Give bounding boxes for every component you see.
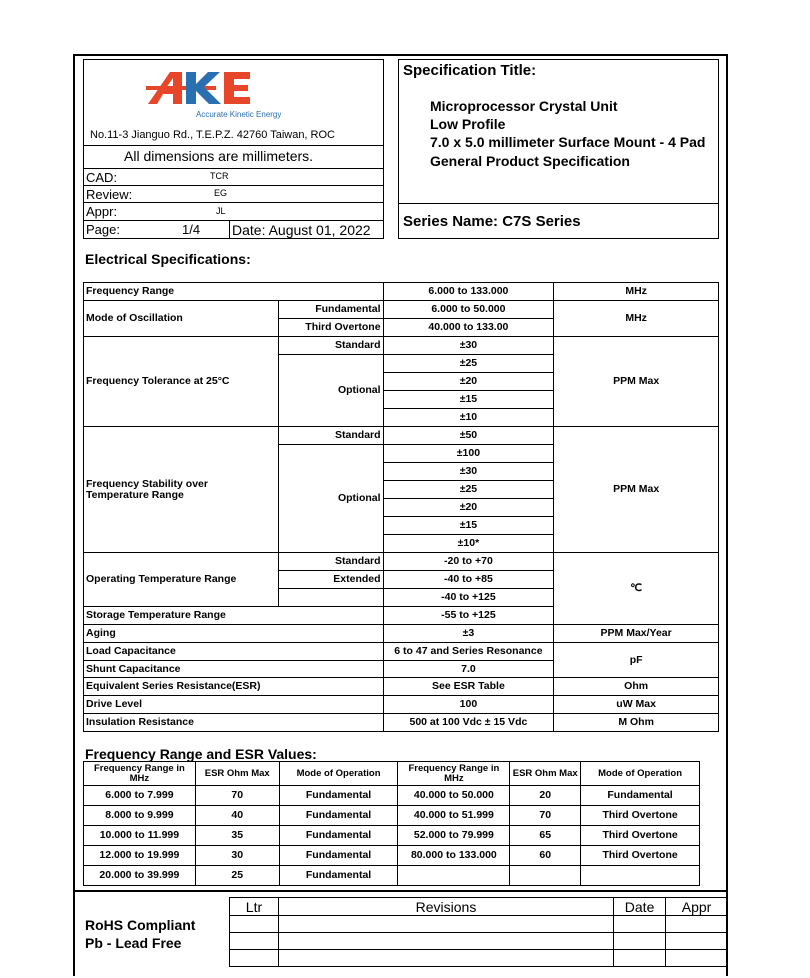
table-row bbox=[84, 866, 700, 886]
table-row bbox=[84, 714, 719, 732]
appr-label: Appr: bbox=[86, 204, 118, 219]
freq-range-unit: MHz bbox=[554, 283, 719, 301]
op-temp-standard-label: Standard bbox=[278, 553, 383, 571]
table-header-row bbox=[230, 898, 728, 916]
stability-standard-label: Standard bbox=[278, 427, 383, 445]
insulation-label: Insulation Resistance bbox=[84, 714, 384, 732]
spec-line-3: 7.0 x 5.0 millimeter Surface Mount - 4 Pad bbox=[430, 134, 706, 150]
mode-third-label: Third Overtone bbox=[278, 319, 383, 337]
storage-label: Storage Temperature Range bbox=[84, 607, 384, 625]
ltr-header: Ltr bbox=[230, 898, 279, 916]
date-text: Date: August 01, 2022 bbox=[232, 222, 371, 238]
esr-cell: 8.000 to 9.999 bbox=[84, 806, 196, 826]
esr-cell: 40.000 to 50.000 bbox=[398, 786, 510, 806]
insulation-unit: M Ohm bbox=[554, 714, 719, 732]
dimensions-note: All dimensions are millimeters. bbox=[124, 148, 314, 164]
esr-unit: Ohm bbox=[554, 678, 719, 696]
stability-optional-value: ±20 bbox=[383, 499, 554, 517]
leadfree-text: Pb - Lead Free bbox=[85, 935, 182, 951]
stability-label-line1: Frequency Stability over bbox=[86, 478, 208, 490]
shunt-cap-value: 7.0 bbox=[383, 661, 554, 678]
freq-range-value: 6.000 to 133.000 bbox=[383, 283, 554, 301]
spec-line-2: Low Profile bbox=[430, 116, 506, 132]
esr-cell bbox=[581, 866, 700, 886]
esr-cell: 6.000 to 7.999 bbox=[84, 786, 196, 806]
esr-cell: 70 bbox=[195, 786, 279, 806]
table-row bbox=[84, 678, 719, 696]
op-temp-extended-value: -40 to +85 bbox=[383, 571, 554, 589]
table-row bbox=[84, 826, 700, 846]
esr-cell: 35 bbox=[195, 826, 279, 846]
esr-header: Mode of Operation bbox=[581, 762, 700, 786]
stability-optional-value: ±30 bbox=[383, 463, 554, 481]
esr-cell: 20 bbox=[510, 786, 581, 806]
footer-divider bbox=[73, 890, 728, 892]
aging-label: Aging bbox=[84, 625, 384, 643]
tolerance-label: Frequency Tolerance at 25°C bbox=[84, 337, 279, 427]
op-temp-empty bbox=[278, 589, 383, 607]
table-row bbox=[84, 786, 700, 806]
table-row bbox=[230, 933, 728, 950]
esr-cell: 30 bbox=[195, 846, 279, 866]
esr-cell bbox=[398, 866, 510, 886]
temp-unit: ℃ bbox=[554, 553, 719, 625]
esr-cell: 52.000 to 79.999 bbox=[398, 826, 510, 846]
stability-optional-value: ±100 bbox=[383, 445, 554, 463]
tolerance-optional-label: Optional bbox=[278, 355, 383, 427]
table-row bbox=[84, 337, 719, 355]
drive-value: 100 bbox=[383, 696, 554, 714]
op-temp-label: Operating Temperature Range bbox=[84, 553, 279, 607]
mode-label: Mode of Oscillation bbox=[84, 301, 279, 337]
esr-value: See ESR Table bbox=[383, 678, 554, 696]
mode-unit: MHz bbox=[554, 301, 719, 337]
table-row bbox=[84, 625, 719, 643]
esr-header: Mode of Operation bbox=[279, 762, 398, 786]
table-row bbox=[84, 301, 719, 319]
table-row bbox=[84, 427, 719, 445]
appr-header: Appr bbox=[666, 898, 728, 916]
esr-cell: Third Overtone bbox=[581, 806, 700, 826]
company-tagline: Accurate Kinetic Energy bbox=[196, 110, 282, 119]
table-row bbox=[84, 696, 719, 714]
table-row bbox=[230, 916, 728, 933]
header-info-box bbox=[83, 59, 384, 239]
op-temp-extra-value: -40 to +125 bbox=[383, 589, 554, 607]
stability-unit: PPM Max bbox=[554, 427, 719, 553]
cad-value: TCR bbox=[210, 171, 229, 181]
stability-optional-label: Optional bbox=[278, 445, 383, 553]
esr-cell: Fundamental bbox=[279, 826, 398, 846]
tolerance-optional-value: ±20 bbox=[383, 373, 554, 391]
revisions-header: Revisions bbox=[278, 898, 613, 916]
op-temp-standard-value: -20 to +70 bbox=[383, 553, 554, 571]
esr-cell: 60 bbox=[510, 846, 581, 866]
esr-cell: Fundamental bbox=[581, 786, 700, 806]
esr-header: ESR Ohm Max bbox=[195, 762, 279, 786]
insulation-value: 500 at 100 Vdc ± 15 Vdc bbox=[383, 714, 554, 732]
esr-cell: 80.000 to 133.000 bbox=[398, 846, 510, 866]
electrical-heading: Electrical Specifications: bbox=[85, 251, 251, 267]
drive-label: Drive Level bbox=[84, 696, 384, 714]
spec-line-1: Microprocessor Crystal Unit bbox=[430, 98, 618, 114]
esr-cell: Fundamental bbox=[279, 786, 398, 806]
company-address: No.11-3 Jianguo Rd., T.E.P.Z. 42760 Taiwan, ROC bbox=[90, 129, 335, 141]
load-cap-value: 6 to 47 and Series Resonance bbox=[383, 643, 554, 661]
cad-label: CAD: bbox=[86, 170, 118, 185]
review-label: Review: bbox=[86, 187, 133, 202]
esr-cell: 25 bbox=[195, 866, 279, 886]
table-row bbox=[84, 806, 700, 826]
table-row bbox=[230, 950, 728, 967]
esr-cell: 20.000 to 39.999 bbox=[84, 866, 196, 886]
tolerance-standard-label: Standard bbox=[278, 337, 383, 355]
freq-range-label: Frequency Range bbox=[84, 283, 384, 301]
esr-label: Equivalent Series Resistance(ESR) bbox=[84, 678, 384, 696]
shunt-cap-label: Shunt Capacitance bbox=[84, 661, 384, 678]
load-cap-label: Load Capacitance bbox=[84, 643, 384, 661]
esr-cell: 12.000 to 19.999 bbox=[84, 846, 196, 866]
series-name: Series Name: C7S Series bbox=[403, 213, 581, 230]
tolerance-unit: PPM Max bbox=[554, 337, 719, 427]
storage-value: -55 to +125 bbox=[383, 607, 554, 625]
rohs-text: RoHS Compliant bbox=[85, 917, 196, 933]
electrical-spec-table bbox=[83, 282, 719, 732]
esr-cell: 65 bbox=[510, 826, 581, 846]
stability-label-line2: Temperature Range bbox=[86, 488, 184, 501]
esr-cell bbox=[510, 866, 581, 886]
esr-cell: Fundamental bbox=[279, 866, 398, 886]
table-row bbox=[84, 283, 719, 301]
stability-standard-value: ±50 bbox=[383, 427, 554, 445]
page-label: Page: bbox=[86, 222, 120, 237]
tolerance-optional-value: ±15 bbox=[383, 391, 554, 409]
table-row bbox=[84, 846, 700, 866]
mode-fund-value: 6.000 to 50.000 bbox=[383, 301, 554, 319]
esr-cell: Fundamental bbox=[279, 846, 398, 866]
esr-header: Frequency Range in MHz bbox=[398, 762, 510, 786]
esr-header: Frequency Range in MHz bbox=[84, 762, 196, 786]
esr-cell: Third Overtone bbox=[581, 846, 700, 866]
stability-optional-value: ±15 bbox=[383, 517, 554, 535]
page-value: 1/4 bbox=[182, 222, 201, 237]
esr-cell: 40.000 to 51.999 bbox=[398, 806, 510, 826]
drive-unit: uW Max bbox=[554, 696, 719, 714]
aging-unit: PPM Max/Year bbox=[554, 625, 719, 643]
spec-title-box bbox=[398, 59, 719, 239]
aging-value: ±3 bbox=[383, 625, 554, 643]
appr-value: JL bbox=[216, 206, 226, 216]
table-row bbox=[84, 553, 719, 571]
cap-unit: pF bbox=[554, 643, 719, 678]
spec-title-label: Specification Title: bbox=[403, 62, 537, 79]
stability-optional-value: ±10* bbox=[383, 535, 554, 553]
esr-cell: Fundamental bbox=[279, 806, 398, 826]
table-header-row bbox=[84, 762, 700, 786]
revisions-table bbox=[229, 897, 728, 967]
esr-cell: 10.000 to 11.999 bbox=[84, 826, 196, 846]
esr-cell: 40 bbox=[195, 806, 279, 826]
tolerance-optional-value: ±10 bbox=[383, 409, 554, 427]
tolerance-optional-value: ±25 bbox=[383, 355, 554, 373]
spec-line-4: General Product Specification bbox=[430, 153, 630, 169]
table-row bbox=[84, 643, 719, 661]
mode-fund-label: Fundamental bbox=[278, 301, 383, 319]
esr-table bbox=[83, 761, 700, 886]
esr-cell: 70 bbox=[510, 806, 581, 826]
tolerance-standard-value: ±30 bbox=[383, 337, 554, 355]
esr-header: ESR Ohm Max bbox=[510, 762, 581, 786]
esr-heading: Frequency Range and ESR Values: bbox=[85, 746, 317, 762]
stability-optional-value: ±25 bbox=[383, 481, 554, 499]
mode-third-value: 40.000 to 133.00 bbox=[383, 319, 554, 337]
stability-label bbox=[84, 427, 279, 553]
op-temp-extended-label: Extended bbox=[278, 571, 383, 589]
review-value: EG bbox=[214, 188, 228, 198]
esr-cell: Third Overtone bbox=[581, 826, 700, 846]
date-header: Date bbox=[614, 898, 666, 916]
